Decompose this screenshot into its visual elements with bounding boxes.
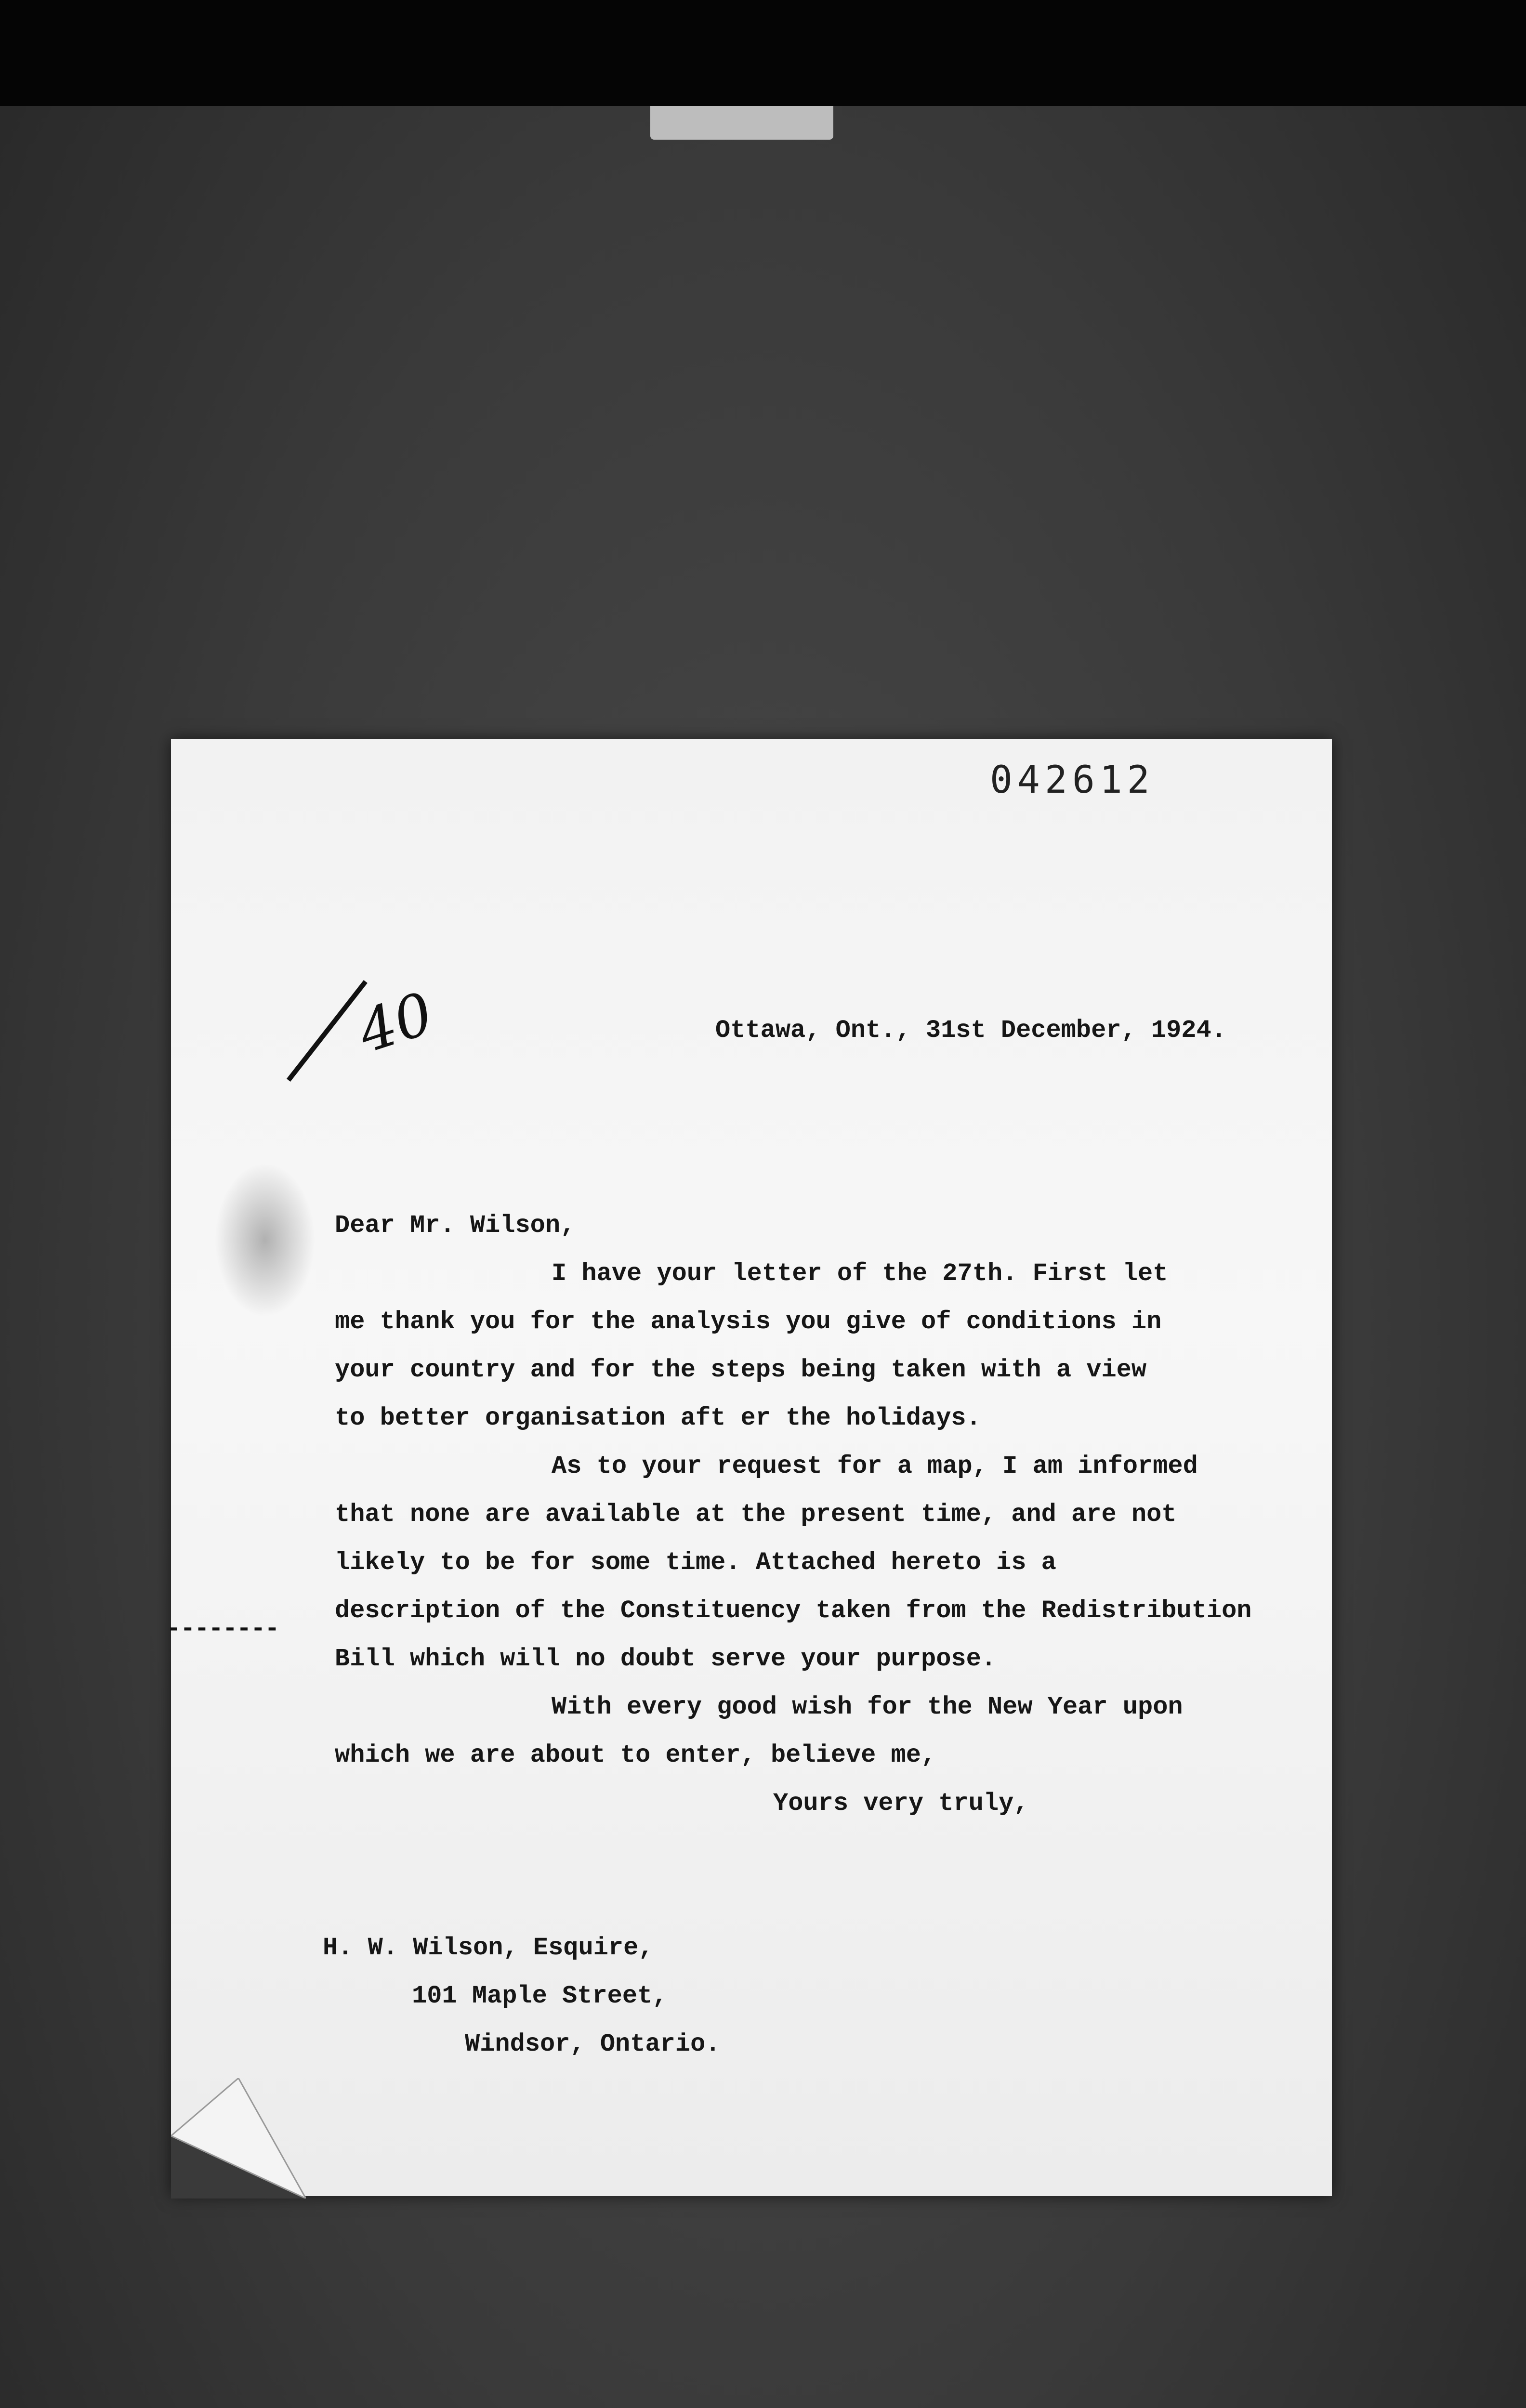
body-line: Bill which will no doubt serve your purpose.: [335, 1645, 997, 1673]
body-line: me thank you for the analysis you give of conditions in: [335, 1308, 1162, 1336]
body-line: I have your letter of the 27th. First let: [552, 1259, 1168, 1288]
ink-smudge: [214, 1163, 316, 1317]
body-line: which we are about to enter, believe me,: [335, 1741, 936, 1769]
folded-corner: [171, 2078, 306, 2199]
salutation: Dear Mr. Wilson,: [335, 1211, 576, 1240]
mount-tab: [650, 106, 833, 140]
body-line: With every good wish for the New Year upon: [552, 1693, 1183, 1721]
handwritten-number: 40: [350, 980, 441, 1067]
handwritten-underline: [287, 980, 368, 1082]
address-line: 101 Maple Street,: [412, 1982, 668, 2010]
margin-dashes: --------: [166, 1615, 279, 1643]
address-line: H. W. Wilson, Esquire,: [323, 1934, 654, 1962]
letter-page: [166, 739, 1332, 2196]
body-line: to better organisation aft er the holidays.: [335, 1404, 981, 1432]
body-line: that none are available at the present time, and are not: [335, 1500, 1177, 1529]
body-line: likely to be for some time. Attached hereto is a: [335, 1548, 1056, 1577]
body-line: description of the Constituency taken from the Redistribution: [335, 1597, 1252, 1625]
dateline: Ottawa, Ont., 31st December, 1924.: [715, 1016, 1226, 1045]
document-number-stamp: 042612: [990, 759, 1155, 802]
address-line: Windsor, Ontario.: [465, 2030, 721, 2058]
closing: Yours very truly,: [773, 1789, 1029, 1818]
body-line: your country and for the steps being taken with a view: [335, 1356, 1147, 1384]
body-line: As to your request for a map, I am informed: [552, 1452, 1198, 1480]
